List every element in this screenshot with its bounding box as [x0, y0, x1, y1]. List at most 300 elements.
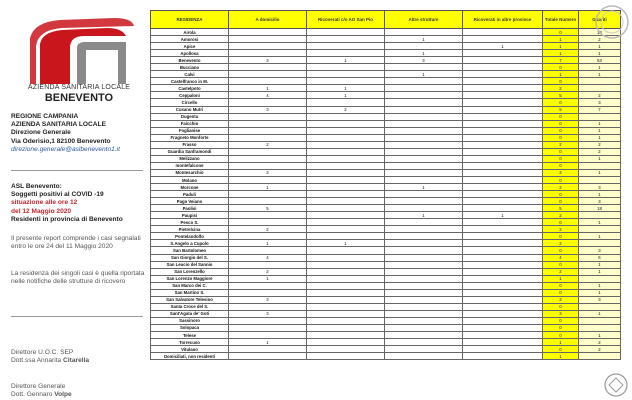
table-cell: 0 — [543, 198, 579, 205]
org-line1: REGIONE CAMPANIA — [11, 113, 79, 120]
table-cell — [463, 317, 543, 324]
column-header: Ricoverati c/o AO San Pio — [307, 11, 385, 29]
table-cell: 1 — [543, 36, 579, 43]
table-cell: 0 — [543, 127, 579, 134]
table-cell — [385, 92, 463, 99]
table-cell — [463, 247, 543, 254]
table-cell: 1 — [229, 240, 307, 247]
table-cell — [229, 332, 307, 339]
table-cell — [579, 78, 621, 85]
table-cell: 0 — [543, 113, 579, 120]
covid-table-wrapper — [150, 10, 620, 400]
table-cell: 2 — [543, 226, 579, 233]
table-cell: 1 — [463, 212, 543, 219]
table-cell — [229, 113, 307, 120]
table-cell: Apollosa — [151, 50, 229, 57]
table-cell — [229, 303, 307, 310]
table-cell — [307, 254, 385, 261]
table-cell: Paduli — [151, 191, 229, 198]
table-row — [151, 282, 621, 289]
table-cell: 2 — [229, 226, 307, 233]
table-cell — [307, 78, 385, 85]
table-cell: Pesco S. — [151, 219, 229, 226]
table-cell — [229, 247, 307, 254]
org-email[interactable]: direzione.generale@aslbenevento1.it — [11, 145, 120, 153]
table-cell — [385, 275, 463, 282]
table-cell — [385, 99, 463, 106]
table-cell — [463, 233, 543, 240]
table-cell: 2 — [543, 212, 579, 219]
table-cell — [385, 113, 463, 120]
table-row — [151, 254, 621, 261]
table-row — [151, 113, 621, 120]
org-address — [11, 113, 146, 154]
table-cell — [229, 317, 307, 324]
table-cell — [385, 141, 463, 148]
table-cell: Airola — [151, 29, 229, 36]
table-cell: Dugenta — [151, 113, 229, 120]
table-cell: 1 — [543, 43, 579, 50]
sep-name-prefix: Dott.ssa Annarita — [11, 357, 64, 365]
table-cell — [385, 346, 463, 353]
table-cell — [385, 296, 463, 303]
table-cell — [307, 148, 385, 155]
table-cell — [579, 85, 621, 92]
table-cell: Molano — [151, 176, 229, 183]
table-cell: 0 — [543, 134, 579, 141]
table-cell — [307, 303, 385, 310]
table-cell — [229, 198, 307, 205]
table-cell: 0 — [543, 303, 579, 310]
table-cell — [385, 191, 463, 198]
table-cell — [385, 233, 463, 240]
table-cell: 0 — [543, 191, 579, 198]
table-cell: 1 — [385, 50, 463, 57]
table-cell: 3 — [229, 57, 307, 64]
table-cell: Circello — [151, 99, 229, 106]
table-cell: 1 — [543, 50, 579, 57]
table-cell: 0 — [543, 78, 579, 85]
table-row — [151, 127, 621, 134]
table-cell — [579, 226, 621, 233]
table-cell: 53 — [579, 57, 621, 64]
table-row — [151, 353, 621, 360]
table-cell — [463, 176, 543, 183]
table-row — [151, 29, 621, 36]
table-cell — [385, 219, 463, 226]
table-cell — [385, 226, 463, 233]
table-cell: 0 — [543, 64, 579, 71]
table-cell — [463, 332, 543, 339]
table-row — [151, 310, 621, 317]
table-cell: 0 — [543, 176, 579, 183]
table-cell — [579, 176, 621, 183]
column-header: Totale Numero — [543, 11, 579, 29]
table-cell — [229, 212, 307, 219]
table-cell: Domiciliati, non residenti — [151, 353, 229, 360]
table-row — [151, 289, 621, 296]
table-cell: 3 — [543, 296, 579, 303]
table-cell — [385, 43, 463, 50]
table-row — [151, 233, 621, 240]
table-cell: San Lorenzello — [151, 268, 229, 275]
table-cell: 5 — [543, 205, 579, 212]
table-cell: Paupisi — [151, 212, 229, 219]
table-cell: 4 — [543, 254, 579, 261]
sep-role: Direttore U.O.C. SEP — [11, 349, 74, 356]
table-cell: 3 — [579, 247, 621, 254]
table-cell: 0 — [543, 99, 579, 106]
table-cell — [385, 29, 463, 36]
table-cell: 7 — [543, 57, 579, 64]
table-cell — [229, 127, 307, 134]
table-cell — [307, 29, 385, 36]
table-cell — [385, 176, 463, 183]
table-cell: 3 — [229, 296, 307, 303]
table-cell: Morcone — [151, 184, 229, 191]
table-cell — [463, 71, 543, 78]
table-cell: 0 — [543, 148, 579, 155]
table-cell — [307, 324, 385, 331]
table-cell — [229, 324, 307, 331]
table-cell: 3 — [579, 184, 621, 191]
table-cell: 0 — [543, 346, 579, 353]
table-cell — [579, 324, 621, 331]
table-cell — [229, 191, 307, 198]
table-cell — [307, 289, 385, 296]
table-cell — [385, 155, 463, 162]
table-cell — [385, 120, 463, 127]
table-cell — [307, 247, 385, 254]
table-cell — [229, 162, 307, 169]
table-cell: Foglianise — [151, 127, 229, 134]
divider — [11, 316, 143, 317]
table-cell: Vitulano — [151, 346, 229, 353]
table-cell — [307, 43, 385, 50]
table-cell: 1 — [579, 191, 621, 198]
table-cell — [307, 275, 385, 282]
table-row — [151, 169, 621, 176]
table-cell — [463, 127, 543, 134]
table-cell — [579, 353, 621, 360]
table-cell: Pago Veiano — [151, 198, 229, 205]
table-cell: Ceppaloni — [151, 92, 229, 99]
table-cell — [463, 184, 543, 191]
table-cell: 0 — [543, 289, 579, 296]
table-row — [151, 85, 621, 92]
table-cell — [229, 233, 307, 240]
table-cell: 1 — [543, 71, 579, 78]
table-cell: Bucciano — [151, 64, 229, 71]
table-cell: 2 — [307, 106, 385, 113]
table-cell — [463, 29, 543, 36]
table-cell — [385, 247, 463, 254]
table-cell: 1 — [579, 310, 621, 317]
table-cell: 1 — [307, 57, 385, 64]
table-cell: 1 — [579, 233, 621, 240]
table-cell — [463, 205, 543, 212]
table-cell — [229, 134, 307, 141]
table-cell — [463, 99, 543, 106]
table-cell: 3 — [229, 169, 307, 176]
table-cell — [385, 127, 463, 134]
dg-name: Volpe — [54, 391, 72, 399]
table-cell — [307, 162, 385, 169]
table-cell: 3 — [579, 99, 621, 106]
table-cell: 0 — [543, 29, 579, 36]
table-cell: 1 — [579, 261, 621, 268]
table-cell: 10 — [579, 29, 621, 36]
table-cell: 2 — [229, 141, 307, 148]
table-cell: 2 — [543, 184, 579, 191]
table-cell: Pontelandolfo — [151, 233, 229, 240]
table-cell — [229, 120, 307, 127]
table-cell: 5 — [543, 106, 579, 113]
org-line2: AZIENDA SANITARIA LOCALE — [11, 121, 106, 129]
table-cell — [307, 36, 385, 43]
table-row — [151, 226, 621, 233]
table-cell — [385, 289, 463, 296]
table-row — [151, 275, 621, 282]
table-cell — [307, 169, 385, 176]
table-row — [151, 71, 621, 78]
table-cell — [385, 317, 463, 324]
table-cell — [385, 339, 463, 346]
table-cell — [463, 254, 543, 261]
table-cell — [463, 240, 543, 247]
report-date1: situazione alle ore 12 — [11, 199, 78, 207]
table-cell — [307, 64, 385, 71]
org-line4: Via Oderisio,1 82100 Benevento — [11, 137, 111, 145]
table-cell — [307, 219, 385, 226]
table-cell: 7 — [579, 106, 621, 113]
table-row — [151, 176, 621, 183]
table-cell — [579, 240, 621, 247]
column-header: RESIDENZA — [151, 11, 229, 29]
table-cell — [385, 162, 463, 169]
table-cell: 1 — [229, 339, 307, 346]
table-cell: Benevento — [151, 57, 229, 64]
table-cell: 3 — [579, 198, 621, 205]
report-date2: del 12 Maggio 2020 — [11, 207, 72, 215]
table-cell: San Giorgio del S. — [151, 254, 229, 261]
table-cell — [463, 339, 543, 346]
table-cell — [307, 353, 385, 360]
table-cell — [307, 50, 385, 57]
table-cell: 1 — [385, 36, 463, 43]
table-cell — [307, 127, 385, 134]
table-cell: 1 — [229, 275, 307, 282]
org-line3: Direzione Generale — [11, 129, 71, 137]
table-cell — [229, 176, 307, 183]
table-cell: 0 — [543, 233, 579, 240]
table-cell — [229, 346, 307, 353]
table-cell: 1 — [307, 85, 385, 92]
table-row — [151, 296, 621, 303]
table-cell: 0 — [543, 324, 579, 331]
table-row — [151, 219, 621, 226]
table-cell — [307, 212, 385, 219]
table-cell — [385, 310, 463, 317]
table-cell — [463, 346, 543, 353]
table-cell: 1 — [307, 92, 385, 99]
table-row — [151, 247, 621, 254]
watermark-badge-icon — [592, 2, 632, 42]
table-cell: Frasso — [151, 141, 229, 148]
table-cell — [385, 78, 463, 85]
report-title2: Soggetti positivi al COVID -19 — [11, 191, 104, 199]
table-cell: 1 — [229, 184, 307, 191]
dg-role: Direttore Generale — [11, 383, 66, 390]
table-cell: 1 — [385, 212, 463, 219]
table-row — [151, 184, 621, 191]
table-cell: 2 — [543, 240, 579, 247]
table-row — [151, 141, 621, 148]
table-row — [151, 134, 621, 141]
table-cell — [463, 134, 543, 141]
table-cell: S.Angelo a Cupolo — [151, 240, 229, 247]
table-cell: Torrecuso — [151, 339, 229, 346]
table-cell — [463, 282, 543, 289]
table-cell — [307, 113, 385, 120]
table-cell — [385, 85, 463, 92]
table-cell — [307, 184, 385, 191]
table-cell — [385, 332, 463, 339]
table-cell: 4 — [229, 92, 307, 99]
table-cell: 1 — [579, 282, 621, 289]
dg-name-prefix: Dott. Gennaro — [11, 391, 55, 399]
table-cell — [463, 226, 543, 233]
table-cell: 0 — [543, 219, 579, 226]
table-cell — [307, 282, 385, 289]
table-cell — [229, 71, 307, 78]
table-row — [151, 57, 621, 64]
table-cell — [229, 148, 307, 155]
table-cell: 1 — [579, 127, 621, 134]
table-cell: 2 — [229, 268, 307, 275]
table-cell — [463, 169, 543, 176]
table-cell — [463, 155, 543, 162]
table-cell: 4 — [229, 254, 307, 261]
table-row — [151, 36, 621, 43]
table-cell: 3 — [543, 169, 579, 176]
brand-title: BENEVENTO — [44, 92, 114, 104]
left-panel — [0, 0, 150, 400]
table-cell — [579, 303, 621, 310]
table-cell — [463, 303, 543, 310]
table-cell: San Marco dei C. — [151, 282, 229, 289]
table-row — [151, 240, 621, 247]
table-cell: San Leucio del Sannio — [151, 261, 229, 268]
table-cell — [229, 261, 307, 268]
table-cell — [229, 289, 307, 296]
table-cell: 2 — [543, 85, 579, 92]
table-cell — [307, 332, 385, 339]
table-cell — [307, 198, 385, 205]
table-cell — [307, 296, 385, 303]
table-row — [151, 50, 621, 57]
table-cell: 6 — [579, 254, 621, 261]
table-cell: 2 — [543, 268, 579, 275]
table-cell — [463, 219, 543, 226]
table-cell: 1 — [579, 43, 621, 50]
table-cell — [463, 261, 543, 268]
table-header-row — [151, 11, 621, 29]
table-cell — [579, 113, 621, 120]
table-cell — [463, 78, 543, 85]
table-cell — [307, 339, 385, 346]
table-cell — [463, 191, 543, 198]
table-row — [151, 317, 621, 324]
table-row — [151, 162, 621, 169]
table-cell: 1 — [579, 169, 621, 176]
table-cell: 1 — [543, 275, 579, 282]
table-cell — [463, 120, 543, 127]
table-cell: 1 — [579, 50, 621, 57]
report-heading — [11, 183, 146, 224]
table-cell — [463, 198, 543, 205]
table-cell — [307, 233, 385, 240]
table-cell — [463, 57, 543, 64]
table-cell — [307, 141, 385, 148]
table-cell — [385, 198, 463, 205]
table-cell: 1 — [579, 64, 621, 71]
table-cell: 0 — [543, 120, 579, 127]
table-row — [151, 99, 621, 106]
table-cell: Solopaca — [151, 324, 229, 331]
table-cell: 1 — [579, 289, 621, 296]
table-cell — [463, 148, 543, 155]
table-cell: 5 — [229, 205, 307, 212]
table-row — [151, 43, 621, 50]
table-cell: Calvi — [151, 71, 229, 78]
table-cell: montefalcone — [151, 162, 229, 169]
table-cell: 2 — [579, 148, 621, 155]
table-cell — [307, 176, 385, 183]
column-header: Guariti — [579, 11, 621, 29]
table-cell — [463, 92, 543, 99]
table-cell — [579, 275, 621, 282]
table-cell: 0 — [543, 332, 579, 339]
table-cell — [463, 289, 543, 296]
table-row — [151, 191, 621, 198]
table-row — [151, 261, 621, 268]
table-cell — [307, 268, 385, 275]
table-row — [151, 120, 621, 127]
table-cell: 1 — [579, 71, 621, 78]
signature-dg — [11, 383, 146, 399]
table-cell: 3 — [385, 57, 463, 64]
table-cell — [307, 310, 385, 317]
table-cell: 1 — [229, 85, 307, 92]
column-header: Ricoverati in altre province — [463, 11, 543, 29]
table-cell: Montesarchio — [151, 169, 229, 176]
table-cell: 0 — [543, 162, 579, 169]
table-cell — [307, 205, 385, 212]
table-cell — [307, 191, 385, 198]
table-cell: Sant'Agata de' Goti — [151, 310, 229, 317]
table-cell — [463, 296, 543, 303]
table-cell: 2 — [579, 92, 621, 99]
table-cell — [463, 268, 543, 275]
report-sub: Residenti in provincia di Benevento — [11, 215, 123, 223]
column-header: Altre strutture — [385, 11, 463, 29]
table-cell — [385, 268, 463, 275]
table-cell: Castelpoto — [151, 85, 229, 92]
table-cell — [463, 85, 543, 92]
table-cell: 18 — [579, 205, 621, 212]
table-row — [151, 148, 621, 155]
